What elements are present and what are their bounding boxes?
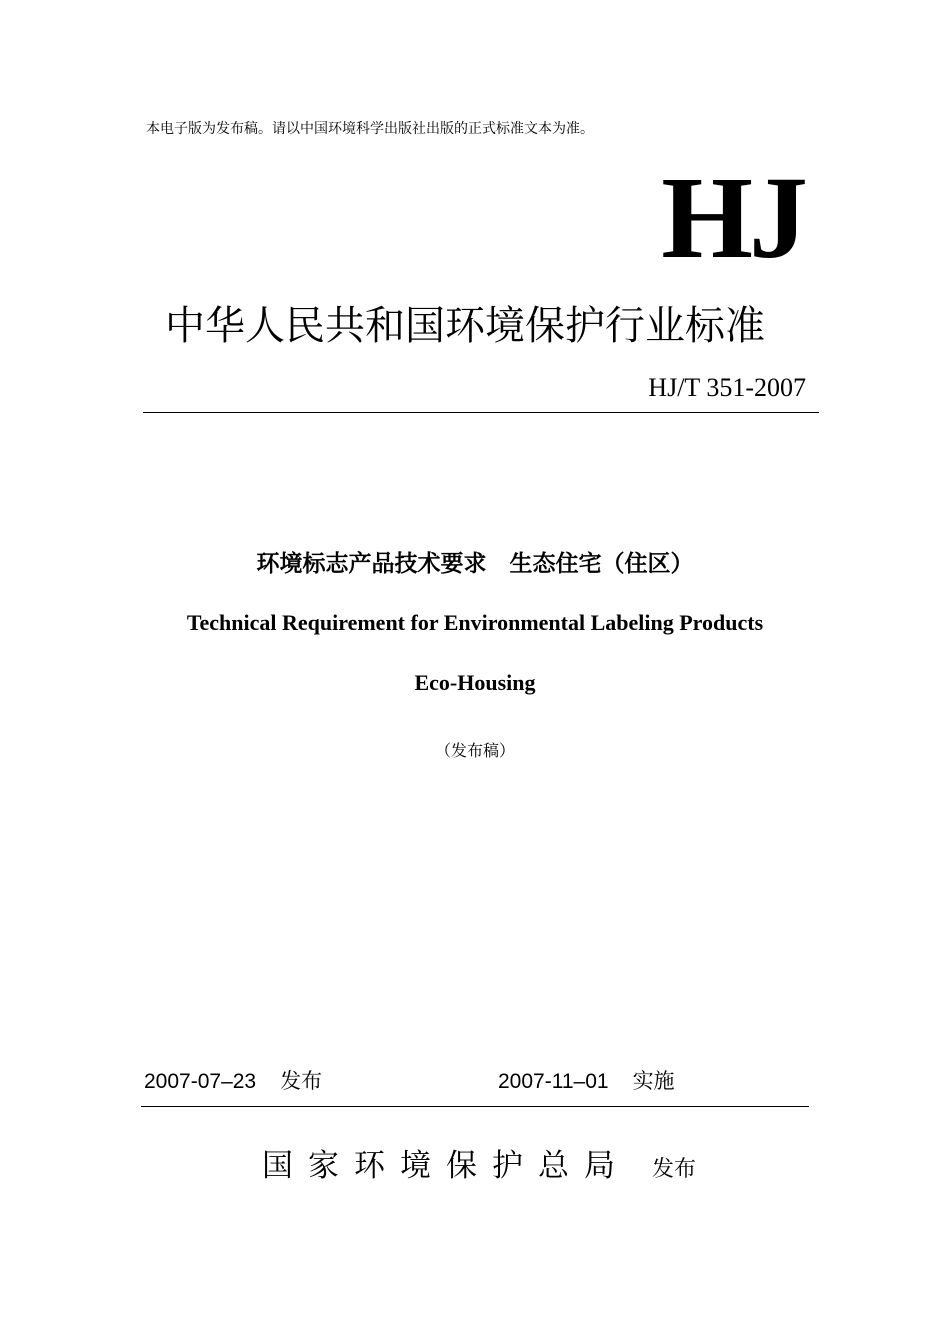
standard-code: HJ/T 351-2007: [648, 373, 806, 402]
document-title-chinese: 环境标志产品技术要求 生态住宅（住区）: [256, 551, 694, 577]
effective-date-row: [498, 1066, 675, 1097]
document-subtitle-english: Eco-Housing: [414, 670, 536, 695]
bottom-divider: [141, 1106, 809, 1107]
document-title-english: Technical Requirement for Environmental Labeling Products: [186, 610, 764, 635]
release-date-row: [144, 1066, 322, 1097]
standard-category: 中华人民共和国环境保护行业标准: [165, 303, 765, 349]
issuer-suffix: 发布: [652, 1157, 697, 1182]
effective-label: 实施: [632, 1069, 675, 1093]
issuer-row: [262, 1144, 696, 1192]
release-label: 发布: [280, 1069, 323, 1093]
draft-label: （发布稿）: [434, 741, 515, 760]
release-date: 2007-07–23: [144, 1070, 257, 1093]
issuing-authority: 国家环境保护总局: [262, 1148, 630, 1184]
publication-notice: 本电子版为发布稿。请以中国环境科学出版社出版的正式标准文本为准。: [146, 121, 594, 137]
hj-logo: HJ: [661, 152, 804, 283]
effective-date: 2007-11–01: [498, 1070, 609, 1093]
top-divider: [143, 412, 819, 413]
